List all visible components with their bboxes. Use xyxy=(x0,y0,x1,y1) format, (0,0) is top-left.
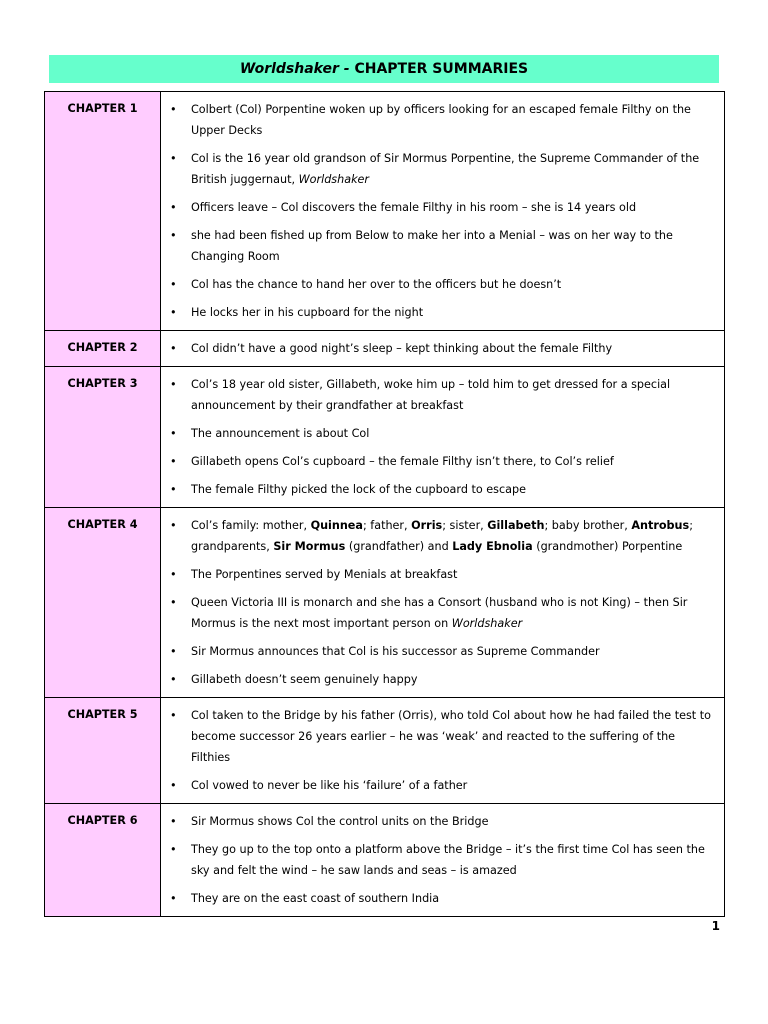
bullet-text: Officers leave – Col discovers the female Filthy in his room – she is 14 years old xyxy=(191,201,637,214)
bullet-text: ; sister, xyxy=(442,519,488,532)
chapter-row xyxy=(45,331,725,367)
bullet-text: ; grandparents, xyxy=(191,519,693,553)
bullet-list xyxy=(165,338,716,359)
bullet-item xyxy=(165,197,716,218)
bullet-item xyxy=(165,705,716,768)
bullet-dot-icon: • xyxy=(170,568,177,581)
bullet-text: Col has the chance to hand her over to the officers but he doesn’t xyxy=(191,278,562,291)
bullet-dot-icon: • xyxy=(170,645,177,658)
bullet-item xyxy=(165,564,716,585)
bullet-text: Col taken to the Bridge by his father (Orris), who told Col about how he had failed the test to become successor 26 years earlier – he was ‘weak’ and reacted to the suffering of the Filthies xyxy=(191,709,711,764)
document-title xyxy=(49,55,719,83)
bullet-list xyxy=(165,99,716,323)
bullet-item xyxy=(165,274,716,295)
bullet-dot-icon: • xyxy=(170,673,177,686)
bullet-dot-icon: • xyxy=(170,306,177,319)
chapter-summary-cell xyxy=(161,367,725,508)
bullet-dot-icon: • xyxy=(170,378,177,391)
bullet-text: (grandmother) Porpentine xyxy=(532,540,683,553)
bullet-text: Col’s 18 year old sister, Gillabeth, woke him up – told him to get dressed for a special announcement by their grandfather at breakfast xyxy=(191,378,671,412)
chapter-summary-cell xyxy=(161,331,725,367)
bullet-item xyxy=(165,669,716,690)
bullet-text: (grandfather) and xyxy=(345,540,453,553)
bullet-list xyxy=(165,811,716,909)
bullet-text: The Porpentines served by Menials at breakfast xyxy=(191,568,458,581)
bullet-dot-icon: • xyxy=(170,779,177,792)
chapter-summary-cell xyxy=(161,698,725,804)
bullet-dot-icon: • xyxy=(170,843,177,856)
bullet-text: He locks her in his cupboard for the night xyxy=(191,306,424,319)
bold-name: Gillabeth xyxy=(487,519,545,532)
bullet-item xyxy=(165,515,716,557)
chapter-label: CHAPTER 3 xyxy=(45,367,161,508)
bullet-item xyxy=(165,374,716,416)
bold-name: Lady Ebnolia xyxy=(452,540,533,553)
chapter-summary-cell xyxy=(161,508,725,698)
bullet-text: Sir Mormus announces that Col is his successor as Supreme Commander xyxy=(191,645,600,658)
bullet-item xyxy=(165,888,716,909)
bullet-text: The announcement is about Col xyxy=(191,427,370,440)
bullet-list xyxy=(165,374,716,500)
chapter-row xyxy=(45,92,725,331)
bullet-item xyxy=(165,225,716,267)
bullet-item xyxy=(165,811,716,832)
chapter-label: CHAPTER 1 xyxy=(45,92,161,331)
bullet-item xyxy=(165,641,716,662)
bullet-dot-icon: • xyxy=(170,455,177,468)
chapter-row xyxy=(45,508,725,698)
bullet-item xyxy=(165,451,716,472)
bullet-dot-icon: • xyxy=(170,103,177,116)
bullet-item xyxy=(165,148,716,190)
chapter-row xyxy=(45,804,725,917)
chapter-row xyxy=(45,698,725,804)
bold-name: Antrobus xyxy=(631,519,690,532)
title-italic: Worldshaker - xyxy=(239,61,350,77)
bullet-dot-icon: • xyxy=(170,342,177,355)
bullet-item xyxy=(165,775,716,796)
bullet-dot-icon: • xyxy=(170,892,177,905)
bullet-text: The female Filthy picked the lock of the cupboard to escape xyxy=(191,483,526,496)
bullet-dot-icon: • xyxy=(170,278,177,291)
bullet-dot-icon: • xyxy=(170,152,177,165)
bullet-text: Sir Mormus shows Col the control units on the Bridge xyxy=(191,815,489,828)
bullet-text: They go up to the top onto a platform above the Bridge – it’s the first time Col has seen the sky and felt the wind – he saw lands and seas – is amazed xyxy=(191,843,705,877)
chapter-summary-cell xyxy=(161,804,725,917)
chapter-summary-cell xyxy=(161,92,725,331)
bold-name: Quinnea xyxy=(310,519,363,532)
chapter-label: CHAPTER 4 xyxy=(45,508,161,698)
bullet-item xyxy=(165,99,716,141)
bullet-text: They are on the east coast of southern India xyxy=(191,892,440,905)
bullet-dot-icon: • xyxy=(170,483,177,496)
bullet-dot-icon: • xyxy=(170,709,177,722)
chapter-label: CHAPTER 2 xyxy=(45,331,161,367)
chapter-label: CHAPTER 5 xyxy=(45,698,161,804)
bullet-text: she had been fished up from Below to make her into a Menial – was on her way to the Changing Room xyxy=(191,229,673,263)
italic-title: Worldshaker xyxy=(451,617,523,630)
bullet-dot-icon: • xyxy=(170,596,177,609)
bullet-list xyxy=(165,515,716,690)
bullet-text: Queen Victoria III is monarch and she has a Consort (husband who is not King) – then Sir Mormus is the next most important person on xyxy=(191,596,688,630)
bullet-dot-icon: • xyxy=(170,427,177,440)
chapter-summary-table xyxy=(44,91,725,917)
bullet-list xyxy=(165,705,716,796)
bullet-text: Gillabeth opens Col’s cupboard – the female Filthy isn’t there, to Col’s relief xyxy=(191,455,614,468)
bullet-dot-icon: • xyxy=(170,229,177,242)
italic-title: Worldshaker xyxy=(298,173,370,186)
chapter-row xyxy=(45,367,725,508)
bullet-text: Col is the 16 year old grandson of Sir Mormus Porpentine, the Supreme Commander of the British juggernaut, xyxy=(191,152,700,186)
bullet-dot-icon: • xyxy=(170,201,177,214)
bold-name: Sir Mormus xyxy=(273,540,346,553)
title-rest: CHAPTER SUMMARIES xyxy=(354,61,529,77)
bullet-text: Col didn’t have a good night’s sleep – kept thinking about the female Filthy xyxy=(191,342,613,355)
bullet-item xyxy=(165,338,716,359)
bullet-item xyxy=(165,592,716,634)
bullet-item xyxy=(165,423,716,444)
bullet-dot-icon: • xyxy=(170,815,177,828)
bullet-text: ; baby brother, xyxy=(544,519,632,532)
bullet-dot-icon: • xyxy=(170,519,177,532)
bullet-text: Col’s family: mother, xyxy=(191,519,311,532)
bullet-text: Colbert (Col) Porpentine woken up by officers looking for an escaped female Filthy on the Upper Decks xyxy=(191,103,691,137)
bold-name: Orris xyxy=(411,519,443,532)
chapter-label: CHAPTER 6 xyxy=(45,804,161,917)
page-number: 1 xyxy=(711,919,720,933)
bullet-text: Gillabeth doesn’t seem genuinely happy xyxy=(191,673,418,686)
bullet-item xyxy=(165,302,716,323)
bullet-text: ; father, xyxy=(362,519,412,532)
bullet-item xyxy=(165,479,716,500)
bullet-text: Col vowed to never be like his ‘failure’ of a father xyxy=(191,779,468,792)
bullet-item xyxy=(165,839,716,881)
